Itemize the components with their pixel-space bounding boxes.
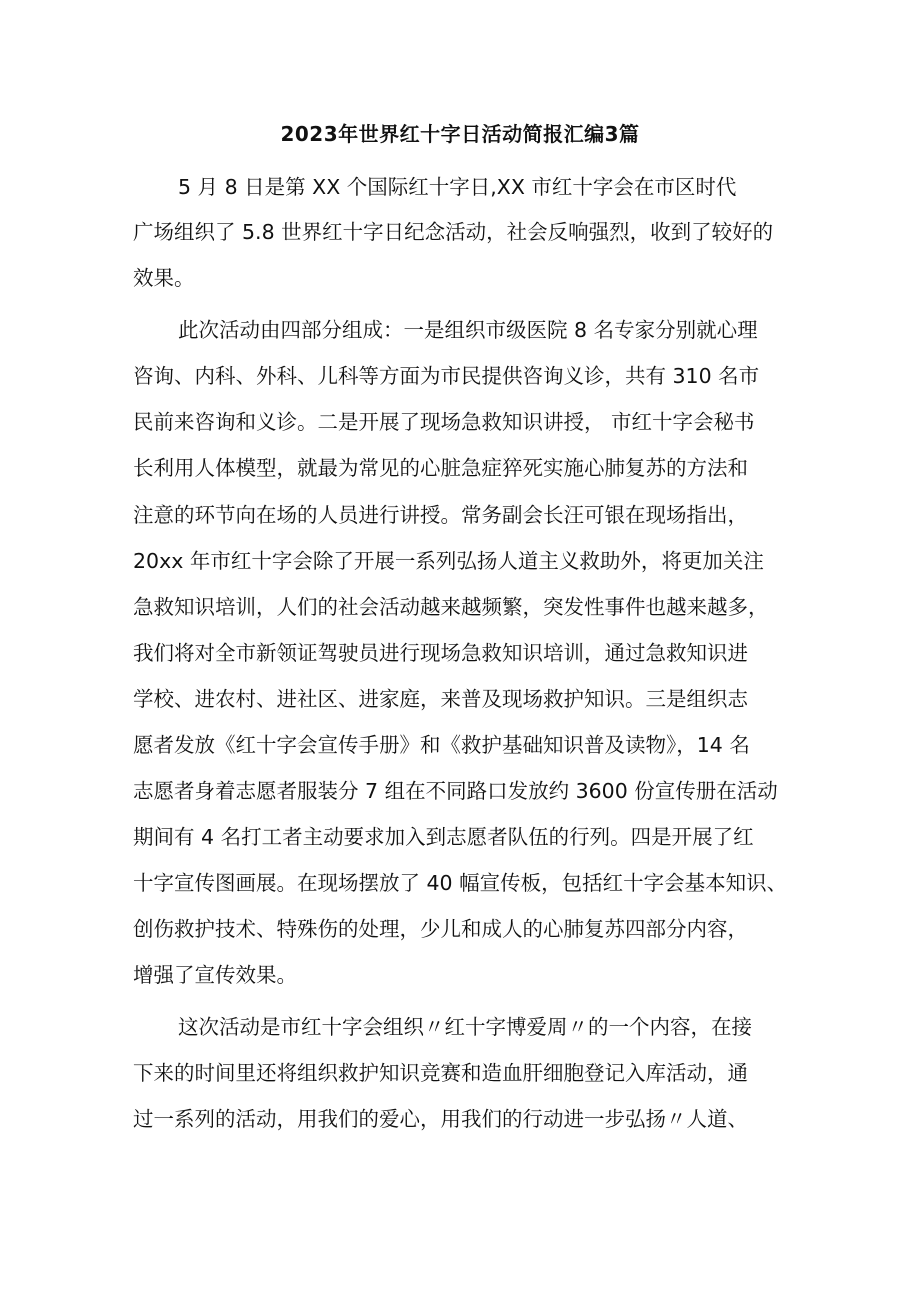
paragraph-line: 效果。: [133, 266, 195, 290]
paragraph-line: 愿者发放《红十字会宣传手册》和《救护基础知识普及读物》，14 名: [133, 733, 750, 757]
paragraph-line: 志愿者身着志愿者服装分 7 组在不同路口发放约 3600 份宣传册在活动: [133, 779, 778, 803]
paragraph-line: 20xx 年市红十字会除了开展一系列弘扬人道主义救助外，将更加关注: [133, 549, 764, 573]
paragraph-line: 期间有 4 名打工者主动要求加入到志愿者队伍的行列。四是开展了红: [133, 825, 754, 849]
paragraph-line: 增强了宣传效果。: [133, 963, 297, 987]
paragraph-line: 十字宣传图画展。在现场摆放了 40 幅宣传板，包括红十字会基本知识、: [133, 871, 788, 895]
paragraph-line: 5 月 8 日是第 XX 个国际红十字日,XX 市红十字会在市区时代: [178, 175, 737, 199]
paragraph-line: 急救知识培训，人们的社会活动越来越频繁，突发性事件也越来越多，: [133, 595, 769, 619]
paragraph-line: 创伤救护技术、特殊伤的处理，少儿和成人的心肺复苏四部分内容，: [133, 917, 748, 941]
paragraph-line: 广场组织了 5.8 世界红十字日纪念活动，社会反响强烈，收到了较好的: [133, 220, 774, 244]
paragraph-line: 我们将对全市新领证驾驶员进行现场急救知识培训，通过急救知识进: [133, 641, 748, 665]
paragraph-line: 下来的时间里还将组织救护知识竞赛和造血肝细胞登记入库活动，通: [133, 1061, 748, 1085]
paragraph-line: 学校、进农村、进社区、进家庭，来普及现场救护知识。三是组织志: [133, 687, 748, 711]
document-title: 2023年世界红十字日活动简报汇编3篇: [280, 122, 640, 146]
paragraph-line: 长利用人体模型，就最为常见的心脏急症猝死实施心肺复苏的方法和: [133, 456, 748, 480]
paragraph-line: 过一系列的活动，用我们的爱心，用我们的行动进一步弘扬〃人道、: [133, 1107, 748, 1131]
paragraph-line: 民前来咨询和义诊。二是开展了现场急救知识讲授， 市红十字会秘书: [133, 410, 755, 434]
paragraph-line: 注意的环节向在场的人员进行讲授。常务副会长汪可银在现场指出，: [133, 503, 748, 527]
paragraph-line: 咨询、内科、外科、儿科等方面为市民提供咨询义诊，共有 310 名市: [133, 364, 760, 388]
paragraph-line: 这次活动是市红十字会组织〃红十字博爱周〃的一个内容，在接: [178, 1015, 752, 1039]
paragraph-line: 此次活动由四部分组成：一是组织市级医院 8 名专家分别就心理: [178, 318, 758, 342]
